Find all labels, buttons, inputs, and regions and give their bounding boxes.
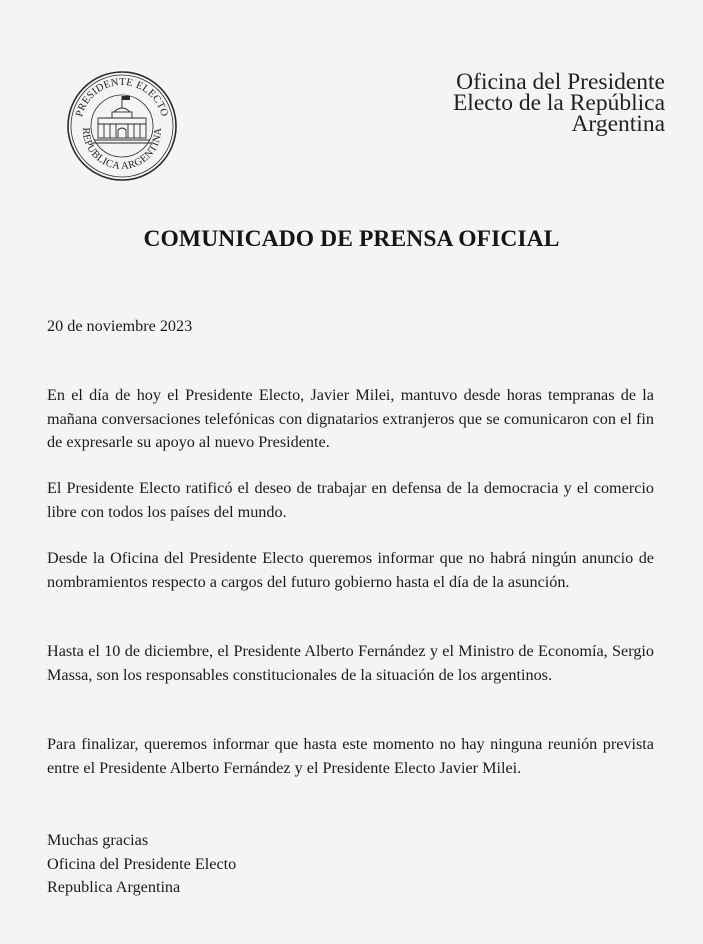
document-body (47, 384, 654, 803)
office-line-1: Oficina del Presidente (456, 69, 665, 95)
paragraph-5: Para finalizar, queremos informar que hasta este momento no hay ninguna reunión prevista entre el Presidente Alberto Fernández y el Presidente Electo Javier Milei. (47, 735, 654, 777)
office-line-2: Electo de la República (452, 90, 665, 116)
presidential-seal-icon (66, 70, 178, 182)
document-title: COMUNICADO DE PRENSA OFICIAL (143, 226, 560, 252)
office-header (452, 69, 665, 137)
seal-top-text: PRESIDENTE ELECTO (74, 76, 170, 119)
closing-line-3: Republica Argentina (47, 878, 181, 896)
paragraph-3: Desde la Oficina del Presidente Electo queremos informar que no habrá ningún anuncio de nombramientos respecto a cargos del futuro gobierno hasta el día de la asunción. (47, 549, 654, 591)
paragraph-1: En el día de hoy el Presidente Electo, Javier Milei, mantuvo desde horas tempranas de la mañana conversaciones telefónicas con dignatarios extranjeros que se comunicaron con el fin de expresarle su apoyo al nuevo Presidente. (47, 386, 654, 451)
office-line-3: Argentina (571, 111, 665, 137)
closing-line-2: Oficina del Presidente Electo (47, 854, 237, 873)
paragraph-4: Hasta el 10 de diciembre, el Presidente Alberto Fernández y el Ministro de Economía, Sergio Massa, son los responsables constitucionales de la situación de los argentinos. (47, 642, 654, 684)
seal-bottom-text: REPUBLICA ARGENTINA (79, 127, 165, 173)
svg-text:REPUBLICA ARGENTINA (80, 127, 164, 172)
closing-line-1: Muchas gracias (47, 831, 149, 849)
document-date: 20 de noviembre 2023 (47, 317, 193, 335)
closing-signature (47, 829, 236, 900)
paragraph-2: El Presidente Electo ratificó el deseo de trabajar en defensa de la democracia y el comercio libre con todos los países del mundo. (47, 479, 654, 521)
